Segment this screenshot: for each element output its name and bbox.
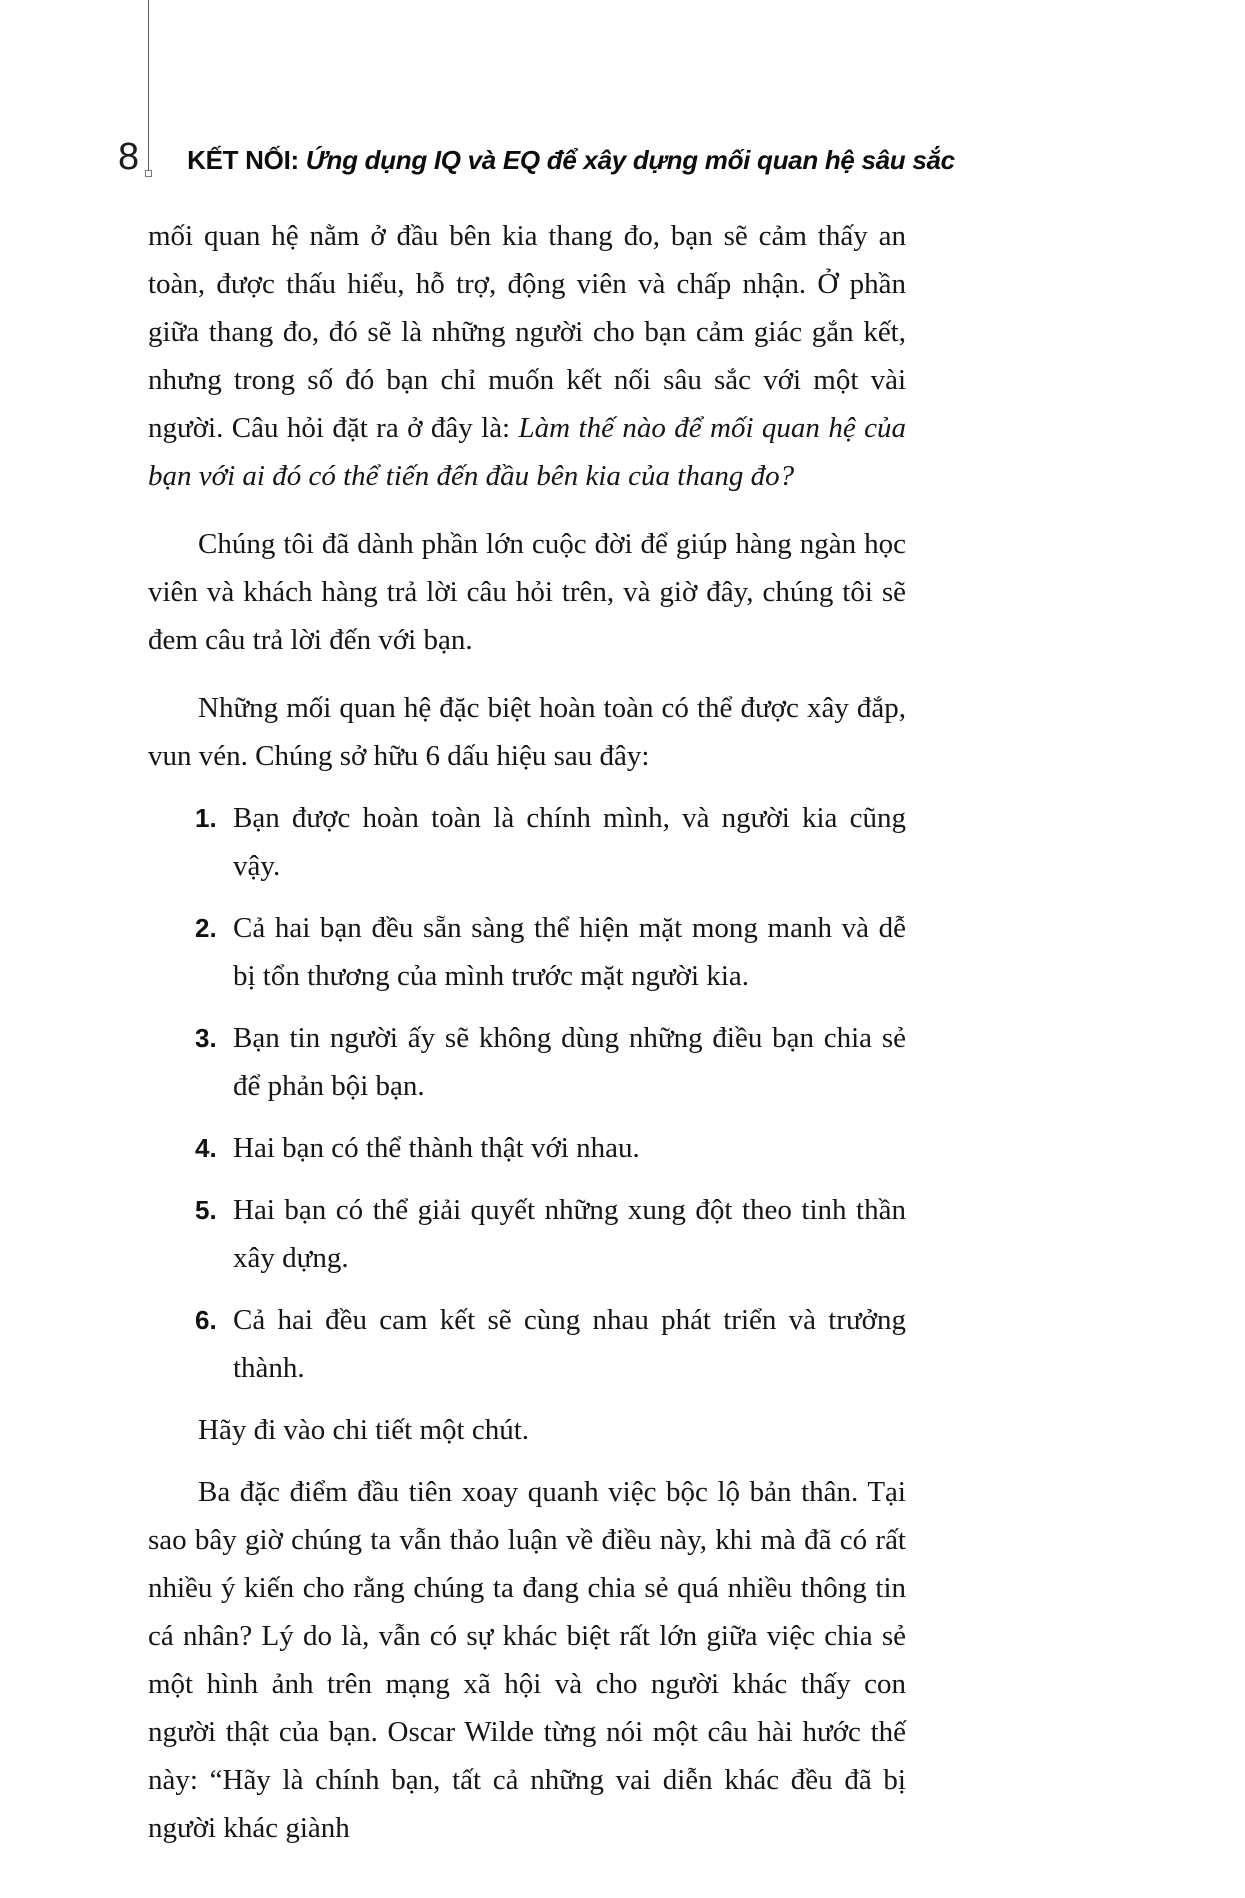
list-item-text: Cả hai đều cam kết sẽ cùng nhau phát triển và trưởng thành. xyxy=(233,1304,906,1384)
list-item-text: Hai bạn có thể giải quyết những xung đột theo tinh thần xây dựng. xyxy=(233,1194,906,1274)
list-item-text: Cả hai bạn đều sẵn sàng thể hiện mặt mong manh và dễ bị tổn thương của mình trước mặt người kia. xyxy=(233,912,906,992)
list-item xyxy=(148,1014,906,1110)
list-item xyxy=(148,1186,906,1282)
book-title-subtitle: Ứng dụng IQ và EQ để xây dựng mối quan hệ sâu sắc xyxy=(298,145,955,175)
list-item-text: Bạn tin người ấy sẽ không dùng những điều bạn chia sẻ để phản bội bạn. xyxy=(233,1022,906,1102)
list-item xyxy=(148,1124,906,1172)
paragraph-2: Chúng tôi đã dành phần lớn cuộc đời để giúp hàng ngàn học viên và khách hàng trả lời câu hỏi trên, và giờ đây, chúng tôi sẽ đem câu trả lời đến với bạn. xyxy=(148,528,906,656)
list-item-number: 1. xyxy=(195,803,217,833)
list-item-text: Bạn được hoàn toàn là chính mình, và người kia cũng vậy. xyxy=(233,802,906,882)
book-title xyxy=(187,147,955,173)
list-item-number: 6. xyxy=(195,1305,217,1335)
page-number: 8 xyxy=(118,136,140,178)
list-item-number: 5. xyxy=(195,1195,217,1225)
six-signs-list xyxy=(148,794,906,1392)
body-text-column xyxy=(148,212,906,1852)
book-title-bold: KẾT NỐI: xyxy=(187,145,299,175)
list-item-text: Hai bạn có thể thành thật với nhau. xyxy=(233,1132,640,1164)
list-item xyxy=(148,794,906,890)
list-item-number: 4. xyxy=(195,1133,217,1163)
paragraph-1-text: mối quan hệ nằm ở đầu bên kia thang đo, bạn sẽ cảm thấy an toàn, được thấu hiểu, hỗ trợ, động viên và chấp nhận. Ở phần giữa thang đo, đó sẽ là những người cho bạn cảm giác gắn kết, nhưng trong số đó bạn chỉ muốn kết nối sâu sắc với một vài người. Câu hỏi đặt ra ở đây là: xyxy=(148,220,906,444)
paragraph-5: Ba đặc điểm đầu tiên xoay quanh việc bộc lộ bản thân. Tại sao bây giờ chúng ta vẫn thảo luận về điều này, khi mà đã có rất nhiều ý kiến cho rằng chúng ta đang chia sẻ quá nhiều thông tin cá nhân? Lý do là, vẫn có sự khác biệt rất lớn giữa việc chia sẻ một hình ảnh trên mạng xã hội và cho người khác thấy con người thật của bạn. Oscar Wilde từng nói một câu hài hước thế này: “Hãy là chính bạn, tất cả những vai diễn khác đều đã bị người khác giành xyxy=(148,1476,906,1844)
list-item xyxy=(148,904,906,1000)
running-header xyxy=(118,138,1118,176)
paragraph-1-italic-question: Làm thế nào để mối quan hệ của bạn với ai đó có thể tiến đến đầu bên kia của thang đo? xyxy=(148,412,906,492)
paragraph-1 xyxy=(148,212,906,500)
list-item-number: 3. xyxy=(195,1023,217,1053)
list-item-number: 2. xyxy=(195,913,217,943)
paragraph-4: Hãy đi vào chi tiết một chút. xyxy=(198,1414,530,1446)
paragraph-3: Những mối quan hệ đặc biệt hoàn toàn có thể được xây đắp, vun vén. Chúng sở hữu 6 dấu hiệu sau đây: xyxy=(148,692,906,772)
list-item xyxy=(148,1296,906,1392)
